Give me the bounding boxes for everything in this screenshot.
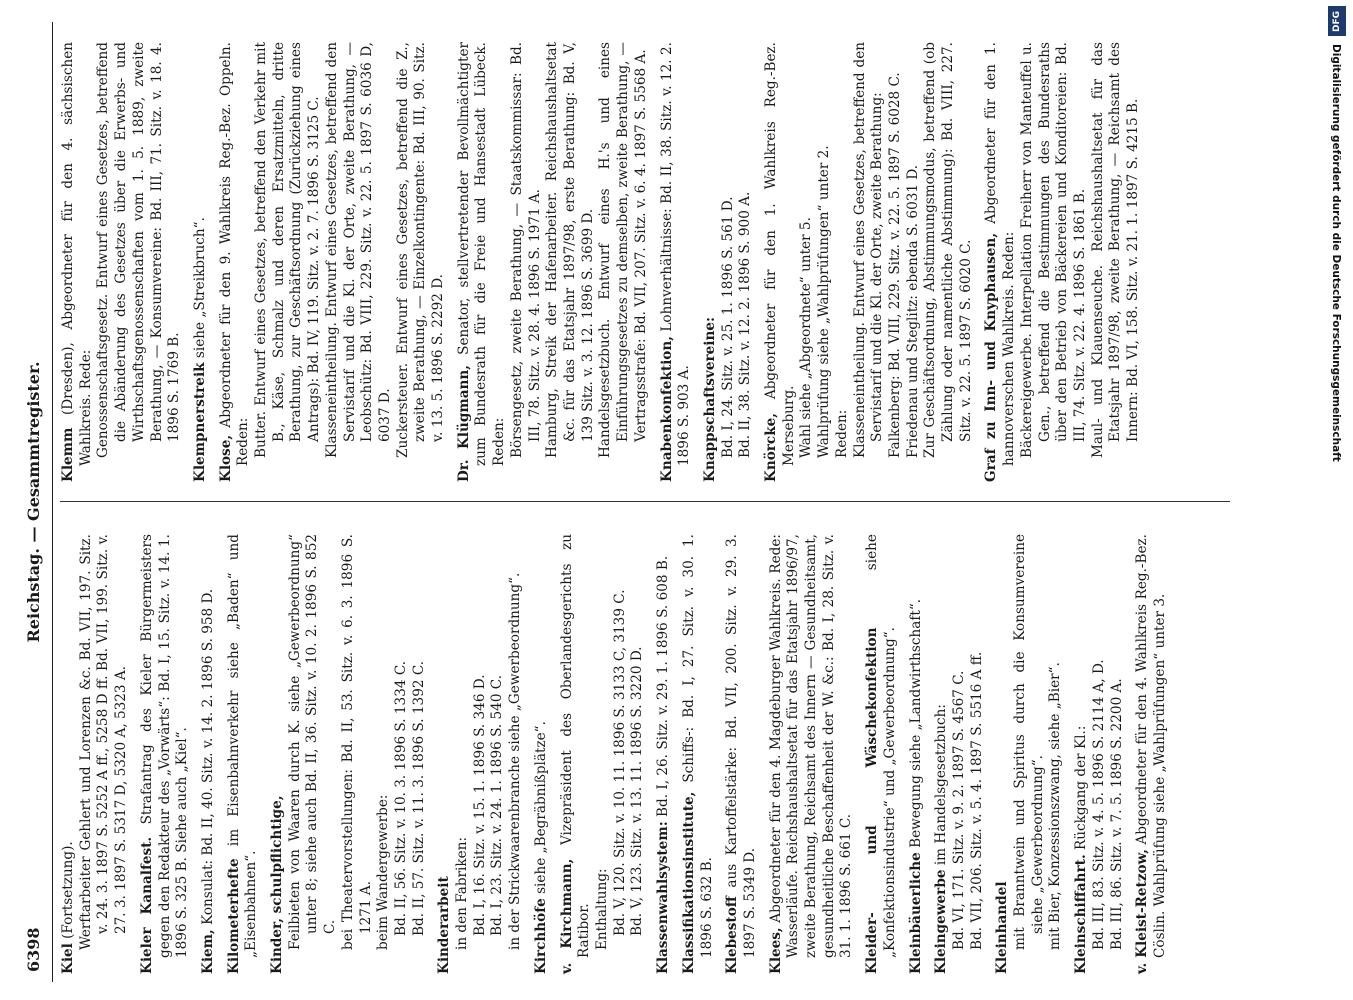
entry-heading: Klemm bbox=[60, 427, 76, 482]
entry-text: Abgeordneter für den 4. Magdeburger Wahlkreis. Rede: Wasserläufe. Reichshaushaltsetat für das Etatsjahr 1896/97, zweite Berathung, Reichsamt des Innern — Gesundheitsamt, gesundheitliche Beschaffenheit der W. &c.: Bd. I, 28. Sitz. v. 31. 1. 1896 S. 661 C. bbox=[767, 534, 855, 958]
index-entry bbox=[139, 534, 192, 974]
entry-subline: Klasseneintheilung. Entwurf eines Gesetzes, betreffend den Servistarif und die Kl. der Orte, zweite Berathung, — Leobschütz: Bd. VIII, 229. Sitz. v. 22. 5. 1897 S. 6036 D, 6037 D. bbox=[323, 42, 393, 458]
entry-subline: Maul- und Klauenseuche. Reichshaushaltsetat für das Etatsjahr 1897/98, zweite Berathung, — Reichsamt des Innern: Bd. VI, 158. Sitz. v. 21. 1. 1897 S. 4215 B. bbox=[1089, 42, 1142, 458]
index-entry bbox=[983, 42, 1142, 482]
entry-heading: Kleinhandel bbox=[994, 881, 1011, 974]
entry-subline: Handelsgesetzbuch. Entwurf eines H.'s und eines Einführungsgesetzes zu demselben, zweite Berathung, — Vertragsstrafe: Bd. VII, 207. Sitz. v. 6. 4. 1897 S. 5568 A. bbox=[597, 42, 649, 458]
index-entry bbox=[436, 534, 525, 974]
index-entry bbox=[763, 42, 975, 482]
index-entry bbox=[226, 534, 261, 974]
funding-note: Digitalisierung gefördert durch die Deutsche Forschungsgemeinschaft bbox=[1330, 44, 1342, 462]
entry-subline: Bd. V, 120. Sitz. v. 10. 11. 1896 S. 3133 C, 3139 C. bbox=[611, 589, 628, 936]
entry-subline: Bd. VII, 206. Sitz. v. 5. 4. 1897 S. 5516 A ff. bbox=[968, 651, 985, 950]
index-entry bbox=[192, 42, 210, 482]
index-entry bbox=[908, 534, 926, 974]
entry-subline: Falkenberg: Bd. VIII, 229. Sitz. v. 22. 5. 1897 S. 6028 C. bbox=[886, 72, 903, 458]
page-number: 6398 bbox=[24, 927, 43, 972]
index-entry bbox=[456, 42, 651, 482]
entry-heading: Klose, bbox=[217, 434, 234, 482]
rotated-page bbox=[18, 22, 1348, 982]
entry-subline: Zuckersteuer. Entwurf eines Gesetzes, betreffend die Z., zweite Berathung, — Einzelkontingente: Bd. III, 90. Sitz. v. 13. 5. 1896 S. 2292 D. bbox=[394, 42, 447, 458]
entry-subline: Bd. II, 38. Sitz. v. 12. 2. 1896 S. 900 A. bbox=[737, 191, 754, 458]
entry-subline: mit Bier, Konzessionszwang, siehe „Bier“. bbox=[1047, 662, 1064, 950]
page-header bbox=[18, 22, 53, 982]
entry-subline: Bd. V, 123. Sitz. v. 13. 11. 1896 S. 3220 D. bbox=[629, 646, 646, 936]
entry-text: Senator, stellvertretender Bevollmächtigter zum Bundesrath für die Freie und Hansestadt Lübeck. Reden: bbox=[455, 42, 508, 466]
entry-heading: Kinder, schulpflichtige, bbox=[269, 795, 286, 974]
entry-heading: Klassenwahlsystem: bbox=[655, 821, 672, 974]
index-entry bbox=[1134, 534, 1169, 974]
entry-subline: beim Wandergewerbe: bbox=[375, 794, 392, 950]
index-entry bbox=[60, 534, 131, 974]
entry-subline: in der Strickwaarenbranche siehe „Gewerbeordnung“. bbox=[507, 572, 524, 950]
entry-text: im Handelsgesetzbuch: bbox=[933, 704, 950, 870]
left-column bbox=[60, 534, 1178, 974]
index-entry bbox=[681, 534, 716, 974]
right-column bbox=[60, 42, 1151, 482]
entry-heading: Kilometerhefte bbox=[225, 858, 242, 974]
entry-subline: Bd. II, 57. Sitz. v. 11. 3. 1896 S. 1392 C. bbox=[410, 660, 427, 936]
entry-text: Abgeordneter für den 1. Wahlkreis Reg.-Bez. Merseburg. bbox=[763, 42, 797, 466]
entry-subline: Bd. III, 83. Sitz. v. 4. 5. 1896 S. 2114 A, D. bbox=[1090, 659, 1107, 950]
entry-subline: Enthaltung: bbox=[593, 868, 610, 950]
index-entry bbox=[933, 534, 986, 974]
entry-subline: Reden: bbox=[833, 409, 850, 458]
entry-heading: Kleider- und Wäschekonfektion bbox=[864, 627, 881, 974]
entry-subline: Wahlprüfung siehe „Wahlprüfungen“ unter 2. bbox=[816, 145, 833, 458]
entry-text: Konsulat: Bd. II, 40. Sitz. v. 14. 2. 1896 S. 958 D. bbox=[199, 588, 216, 930]
entry-subline: mit Branntwein und Spiritus durch die Konsumvereine siehe „Gewerbeordnung“. bbox=[1012, 534, 1046, 950]
entry-text: siehe „Begräbnißplätze“. bbox=[532, 721, 549, 899]
entry-heading: Klempnerstreik bbox=[191, 362, 208, 482]
index-entry bbox=[60, 42, 184, 482]
entry-subline: Bd. VI, 171. Sitz. v. 9. 2. 1897 S. 4567 C. bbox=[950, 670, 967, 950]
page-title: Reichstag. — Gesammtregister. bbox=[24, 361, 43, 643]
entry-subline: Wahl siehe „Abgeordnete“ unter 5. bbox=[798, 217, 815, 458]
entry-text: (Fortsetzung). bbox=[60, 841, 76, 944]
entry-heading: Kleinbäuerliche bbox=[907, 852, 924, 974]
index-entry bbox=[994, 534, 1065, 974]
funding-sidebar bbox=[1327, 6, 1349, 726]
entry-subline: Bd. II, 56. Sitz. v. 10. 3. 1896 S. 1334 C. bbox=[392, 660, 409, 936]
entry-heading: Kinderarbeit bbox=[436, 876, 453, 974]
entry-subline: Werftarbeiter Gehlert und Lorenzen &c. Bd. VII, 197. Sitz. v. 24. 3. 1897 S. 5252 A ff., 5258 D ff. Bd. VII, 199. Sitz. v. 27. 3. 1897 S. 5317 D, 5320 A, 5323 A. bbox=[77, 534, 130, 950]
index-entry bbox=[533, 534, 551, 974]
column-divider bbox=[60, 501, 1230, 502]
entry-heading: Kieler Kanalfest. bbox=[138, 836, 155, 974]
entry-subline: Butter. Entwurf eines Gesetzes, betreffend den Verkehr mit B., Käse, Schmalz und deren Ersatzmitteln, dritte Berathung, zur Geschäftsordnung (Zurückziehung eines Antrags): Bd. IV, 119. Sitz. v. 2. 7. 1896 S. 3125 C. bbox=[253, 42, 323, 458]
entry-text: im Eisenbahnverkehr siehe „Baden“ und „Eisenbahnen“. bbox=[225, 534, 260, 958]
dfg-logo: DFG bbox=[1328, 6, 1346, 36]
entry-heading: Kirchhöfe bbox=[532, 898, 549, 974]
entry-heading: Knörcke, bbox=[763, 412, 780, 482]
entry-subline: Bäckereigewerbe. Interpellation Freiherr von Manteuffel u. Gen., betreffend die Bestimmungen des Bundesraths über den Betrieb von Bäckereien und Konditoreien: Bd. III, 74. Sitz. v. 22. 4. 1896 S. 1861 B. bbox=[1018, 42, 1088, 458]
index-entry bbox=[269, 534, 428, 974]
index-entry bbox=[200, 534, 218, 974]
index-entry bbox=[702, 42, 755, 482]
entry-heading: Kiem, bbox=[199, 929, 216, 974]
entry-text: Abgeordneter für den 4. Wahlkreis Reg.-Bez. Cöslin. Wahlprüfung siehe „Wahlprüfungen“ unter 3. bbox=[1134, 534, 1168, 958]
entry-heading: Kleingewerbe bbox=[933, 869, 950, 974]
entry-heading: Knabenkonfektion, bbox=[658, 336, 675, 482]
index-entry bbox=[724, 534, 759, 974]
entry-subline: Bd. III, 86. Sitz. v. 7. 5. 1896 S. 2200 A. bbox=[1108, 678, 1125, 950]
entry-subline: Hamburg, Streik der Hafenarbeiter. Reichshaushaltsetat &c. für das Etatsjahr 1897/98, erste Berathung: Bd. V, 139 Sitz. v. 3. 12. 1896 S. 3699 D. bbox=[544, 42, 596, 458]
entry-heading: Klassifikationsinstitute, bbox=[680, 791, 697, 974]
entry-text: Rückgang der Kl.: bbox=[1073, 725, 1090, 855]
entry-heading: Klebestoff bbox=[724, 896, 741, 974]
entry-subline: Friedenau und Steglitz: ebenda S. 6031 D. bbox=[904, 164, 921, 458]
entry-text: Abgeordneter für den 9. Wahlkreis Reg.-Bez. Oppeln. Reden: bbox=[217, 42, 252, 466]
entry-text: Strafantrag des Kieler Bürgermeisters gegen den Redakteur des „Vorwärts“: Bd. I, 15. Sitz. v. 14. 1. 1896 S. 325 B. Siehe auch „Kiel“. bbox=[138, 534, 191, 958]
entry-heading: Kleinschiffahrt. bbox=[1073, 854, 1090, 974]
entry-text: siehe „Streikbruch“. bbox=[191, 217, 208, 363]
entry-heading: Dr. Klügmann, bbox=[455, 364, 472, 482]
entry-text: (Dresden), Abgeordneter für den 4. sächsischen Wahlkreis. Rede: bbox=[60, 42, 94, 466]
index-entry bbox=[768, 534, 857, 974]
entry-subline: Börsengesetz, zweite Berathung, — Staatskommissar: Bd. III, 78. Sitz. v. 28. 4. 1896 S. 1971 A. bbox=[508, 42, 543, 458]
entry-heading: v. Kirchmann, bbox=[558, 858, 575, 974]
index-entry bbox=[218, 42, 448, 482]
entry-text: aus Kartoffelstärke: Bd. VII, 200. Sitz. v. 29. 3. 1897 S. 5349 D. bbox=[724, 534, 758, 958]
entry-subline: Bd. I, 24. Sitz. v. 25. 1. 1896 S. 561 D. bbox=[719, 196, 736, 458]
entry-subline: Feilbieten von Waaren durch K. siehe „Gewerbeordnung“ unter 8; siehe auch Bd. II, 36. Sitz. v. 10. 2. 1896 S. 852 C. bbox=[286, 534, 339, 950]
index-entry bbox=[559, 534, 648, 974]
entry-text: Vizepräsident des Oberlandesgerichts zu Ratibor. bbox=[558, 534, 593, 958]
entry-heading: Kiel bbox=[60, 943, 76, 974]
index-entry bbox=[1073, 534, 1126, 974]
index-entry bbox=[655, 534, 673, 974]
entry-text: Bd. I, 26. Sitz. v. 29. 1. 1896 S. 608 B. bbox=[655, 555, 672, 822]
entry-subline: bei Theatervorstellungen: Bd. II, 53. Sitz. v. 6. 3. 1896 S. 1271 A. bbox=[339, 534, 374, 950]
entry-text: Lohnverhältnisse: Bd. II, 38. Sitz. v. 12. 2. 1896 S. 903 A. bbox=[658, 42, 693, 466]
entry-heading: Knappschaftsvereine: bbox=[701, 317, 718, 482]
entry-subline: Bd. I, 16. Sitz. v. 15. 1. 1896 S. 346 D. bbox=[471, 674, 488, 936]
entry-subline: in den Fabriken: bbox=[454, 836, 471, 950]
entry-heading: Klees, bbox=[767, 927, 784, 974]
entry-heading: Graf zu Inn- und Knyphausen, bbox=[983, 232, 1000, 482]
entry-subline: Genossenschaftsgesetz. Entwurf eines Gesetzes, betreffend die Abänderung des Gesetzes über die Erwerbs- und Wirthschaftsgenossenschaften vom 1. 5. 1889, zweite Berathung, — Konsumvereine: Bd. III, 71. Sitz. v. 18. 4. 1896 S. 1769 B. bbox=[95, 42, 183, 458]
entry-subline: Bd. I, 23. Sitz. v. 24. 1. 1896 S. 540 C. bbox=[489, 674, 506, 936]
entry-text: siehe „Konfektionsindustrie“ und „Gewerbeordnung“. bbox=[864, 534, 898, 958]
index-entry bbox=[864, 534, 899, 974]
entry-subline: Zur Geschäftsordnung, Abstimmungsmodus, betreffend (ob Zählung oder namentliche Abstimmung): Bd. VIII, 227. Sitz. v. 22. 5. 1897 S. 6020 C. bbox=[922, 42, 974, 458]
entry-text: Abgeordneter für den 1. hannoverschen Wahlkreis. Reden: bbox=[983, 42, 1018, 466]
entry-text: Bewegung siehe „Landwirthschaft“. bbox=[907, 598, 924, 853]
entry-text: Schiffs-: Bd. I, 27. Sitz. v. 30. 1. 1896 S. 632 B. bbox=[680, 534, 715, 958]
entry-heading: v. Kleist-Retzow, bbox=[1134, 849, 1151, 974]
index-entry bbox=[659, 42, 694, 482]
entry-subline: Klasseneintheilung. Entwurf eines Gesetzes, betreffend den Servistarif und die Kl. der Orte, zweite Berathung: bbox=[851, 42, 886, 458]
